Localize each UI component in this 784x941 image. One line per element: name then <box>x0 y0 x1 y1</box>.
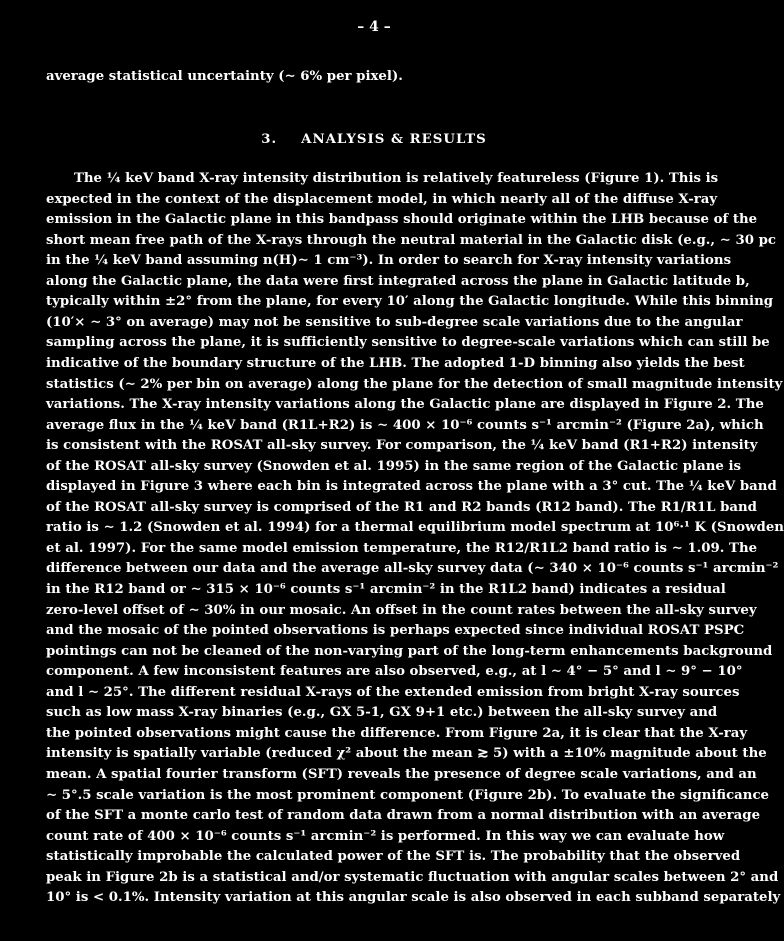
intro-line: average statistical uncertainty (∼ 6% per pixel). <box>46 69 403 84</box>
paragraph-line: the pointed observations might cause the difference. From Figure 2a, it is clear that the X-ray <box>46 725 748 741</box>
paragraph-line: mean. A spatial fourier transform (SFT) reveals the presence of degree scale variations, and an <box>46 766 757 782</box>
paragraph-line: indicative of the boundary structure of the LHB. The adopted 1-D binning also yields the best <box>46 355 745 371</box>
paragraph-line: displayed in Figure 3 where each bin is integrated across the plane with a 3° cut. The ¼ keV band <box>46 479 777 495</box>
paragraph-line: in the R12 band or ∼ 315 × 10⁻⁶ counts s⁻¹ arcmin⁻² in the R1L2 band) indicates a residual <box>46 582 726 597</box>
paragraph-line: and the mosaic of the pointed observations is perhaps expected since individual ROSAT PSPC <box>46 623 745 639</box>
paragraph-line: zero-level offset of ∼ 30% in our mosaic. An offset in the count rates between the all-sky survey <box>46 602 757 618</box>
paragraph-line: typically within ±2° from the plane, for every 10′ along the Galactic longitude. While this binning <box>46 294 774 310</box>
paragraph-line: average flux in the ¼ keV band (R1L+R2) is ∼ 400 × 10⁻⁶ counts s⁻¹ arcmin⁻² (Figure 2a), which <box>46 417 764 433</box>
paragraph-line: pointings can not be cleaned of the non-varying part of the long-term enhancements background <box>46 643 773 659</box>
paragraph-line: ∼ 5°.5 scale variation is the most prominent component (Figure 2b). To evaluate the significance <box>46 787 770 803</box>
paragraph-line: of the SFT a monte carlo test of random data drawn from a normal distribution with an average <box>46 808 761 824</box>
paragraph-line: peak in Figure 2b is a statistical and/or systematic fluctuation with angular scales between 2° and <box>46 869 779 885</box>
paragraph-line: intensity is spatially variable (reduced χ² about the mean ≳ 5) with a ±10% magnitude about the <box>46 746 767 762</box>
paragraph-line: statistically improbable the calculated power of the SFT is. The probability that the observed <box>46 849 741 865</box>
paragraph-line: (10′× ∼ 3° on average) may not be sensitive to sub-degree scale variations due to the angular <box>46 314 743 330</box>
paragraph-line: sampling across the plane, it is sufficiently sensitive to degree-scale variations which can still be <box>46 335 770 351</box>
paragraph-line: statistics (∼ 2% per bin on average) along the plane for the detection of small magnitude intensity <box>46 376 783 392</box>
paragraph-line: ratio is ∼ 1.2 (Snowden et al. 1994) for a thermal equilibrium model spectrum at 10⁶·¹ K (Snowden <box>46 520 784 536</box>
paragraph-line: in the ¼ keV band assuming n(H)∼ 1 cm⁻³). In order to search for X-ray intensity variations <box>46 253 732 269</box>
paragraph-line: such as low mass X-ray binaries (e.g., GX 5-1, GX 9+1 etc.) between the all-sky survey and <box>46 705 718 721</box>
paragraph-line: expected in the context of the displacement model, in which nearly all of the diffuse X-ray <box>46 191 718 207</box>
paragraph-line: et al. 1997). For the same model emission temperature, the R12/R1L2 band ratio is ∼ 1.09. The <box>46 540 758 556</box>
paragraph-line: and l ∼ 25°. The different residual X-rays of the extended emission from bright X-ray sources <box>46 684 740 700</box>
page-number: – 4 – <box>357 19 391 35</box>
paragraph-line: short mean free path of the X-rays through the neutral material in the Galactic disk (e.g., ∼ 30 pc <box>46 232 776 248</box>
paragraph-line: variations. The X-ray intensity variations along the Galactic plane are displayed in Figure 2. The <box>46 397 764 413</box>
paragraph-line: of the ROSAT all-sky survey is comprised of the R1 and R2 bands (R12 band). The R1/R1L band <box>46 499 757 515</box>
paragraph-line: The ¼ keV band X-ray intensity distribution is relatively featureless (Figure 1). This is <box>74 171 719 186</box>
section-number: 3. <box>261 132 278 147</box>
paragraph-line: difference between our data and the average all-sky survey data (∼ 340 × 10⁻⁶ counts s⁻¹ arcmin⁻² <box>46 561 779 577</box>
paragraph-line: is consistent with the ROSAT all-sky survey. For comparison, the ¼ keV band (R1+R2) intensity <box>46 438 758 454</box>
paragraph-line: emission in the Galactic plane in this bandpass should originate within the LHB because of the <box>46 212 758 228</box>
paragraph-line: count rate of 400 × 10⁻⁶ counts s⁻¹ arcmin⁻² is performed. In this way we can evaluate how <box>46 828 725 844</box>
section-title: ANALYSIS & RESULTS <box>301 132 487 147</box>
section-heading <box>0 132 748 147</box>
paragraph-line: of the ROSAT all-sky survey (Snowden et al. 1995) in the same region of the Galactic plane is <box>46 458 741 474</box>
paragraph-line: component. A few inconsistent features are also observed, e.g., at l ∼ 4° − 5° and l ∼ 9° − 10° <box>46 664 743 680</box>
paragraph-line: 10° is < 0.1%. Intensity variation at this angular scale is also observed in each subband separately <box>46 890 781 906</box>
paragraph-line: along the Galactic plane, the data were first integrated across the plane in Galactic latitude b, <box>46 273 750 289</box>
